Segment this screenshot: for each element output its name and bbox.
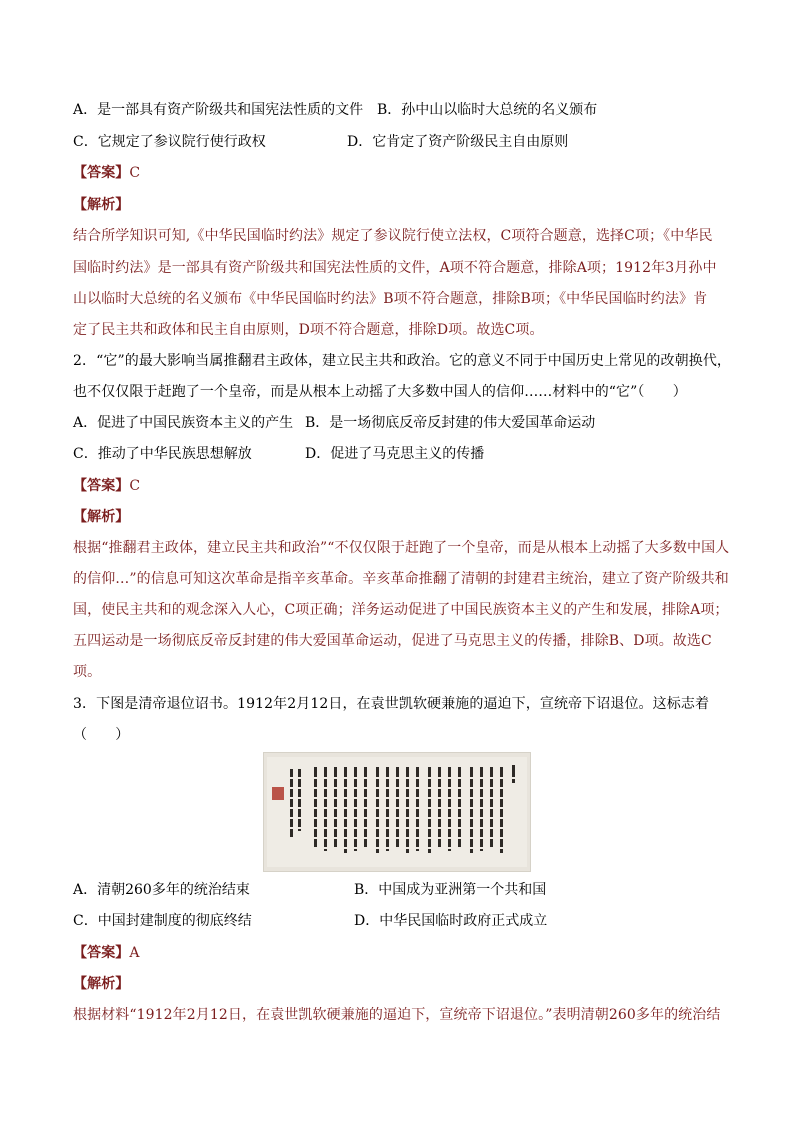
q2-analysis-line: 的信仰…”的信息可知这次革命是指辛亥革命。辛亥革命推翻了清朝的封建君主统治，建立了资产阶级共和 [73,571,729,587]
q3-analysis-label: 【解析】 [73,976,130,992]
abdication-edict-image [263,752,531,872]
q3-option-a: A．清朝260多年的统治结束 [73,882,250,898]
q3-option-c: C．中国封建制度的彻底终结 [73,913,252,929]
q2-analysis-line: 国，使民主共和的观念深入人心，C项正确；洋务运动促进了中国民族资本主义的产生和发展，排除A项； [73,602,729,618]
q1-answer [73,163,140,183]
q1-analysis-line: 定了民主共和政体和民主自由原则，D项不符合题意，排除D项。故选C项。 [73,322,544,338]
q2-answer [73,476,140,496]
q3-stem-line: 3．下图是清帝退位诏书。1912年2月12日，在袁世凯软硬兼施的逼迫下，宣统帝下诏退位。这标志着 [73,696,710,712]
q2-option-a: A．促进了中国民族资本主义的产生 [73,415,294,431]
q1-analysis-label: 【解析】 [73,197,130,213]
q2-stem-line: 2．“它”的最大影响当属推翻君主政体，建立民主共和政治。它的意义不同于中国历史上常见的改朝换代， [73,353,732,369]
q2-analysis-line: 五四运动是一场彻底反帝反封建的伟大爱国革命运动，促进了马克思主义的传播，排除B、D项。故选C [73,633,712,649]
answer-label: 【答案】 [73,165,130,181]
q2-option-c: C．推动了中华民族思想解放 [73,446,252,462]
answer-value: C [129,165,141,181]
q3-stem-line: （ ） [73,727,130,743]
answer-value: A [129,945,140,961]
answer-label: 【答案】 [73,478,130,494]
q3-answer [73,943,140,963]
answer-label: 【答案】 [73,945,130,961]
q1-option-c: C．它规定了参议院行使行政权 [73,134,266,150]
q3-option-d: D．中华民国临时政府正式成立 [354,913,548,929]
q2-analysis-label: 【解析】 [73,509,130,525]
q2-analysis-line: 项。 [73,664,102,680]
q2-analysis-line: 根据“推翻君主政体，建立民主共和政治”“不仅仅限于赶跑了一个皇帝，而是从根本上动摇了大多数中国人 [73,540,730,556]
q1-analysis-line: 山以临时大总统的名义颁布《中华民国临时约法》B项不符合题意，排除B项；《中华民国临时约法》肯 [73,291,708,307]
q1-option-d: D．它肯定了资产阶级民主自由原则 [347,134,569,150]
q2-option-b: B．是一场彻底反帝反封建的伟大爱国革命运动 [305,415,596,431]
q1-analysis-line: 国临时约法》是一部具有资产阶级共和国宪法性质的文件，A项不符合题意，排除A项；1912年3月孙中 [73,260,717,276]
answer-value: C [129,478,141,494]
q3-option-b: B．中国成为亚洲第一个共和国 [354,882,547,898]
edict-scroll-graphic [264,753,530,871]
q1-analysis-line: 结合所学知识可知,《中华民国临时约法》规定了参议院行使立法权，C项符合题意，选择C项；《中华民 [73,228,713,244]
q2-option-d: D．促进了马克思主义的传播 [305,446,485,462]
q1-option-b: B．孙中山以临时大总统的名义颁布 [377,102,598,118]
q1-option-a: A．是一部具有资产阶级共和国宪法性质的文件 [73,102,364,118]
q2-stem-line: 也不仅仅限于赶跑了一个皇帝，而是从根本上动摇了大多数中国人的信仰……材料中的“它”（ ） [73,384,687,400]
q3-analysis-line: 根据材料“1912年2月12日，在袁世凯软硬兼施的逼迫下，宣统帝下诏退位。”表明清朝260多年的统治结 [73,1007,721,1023]
